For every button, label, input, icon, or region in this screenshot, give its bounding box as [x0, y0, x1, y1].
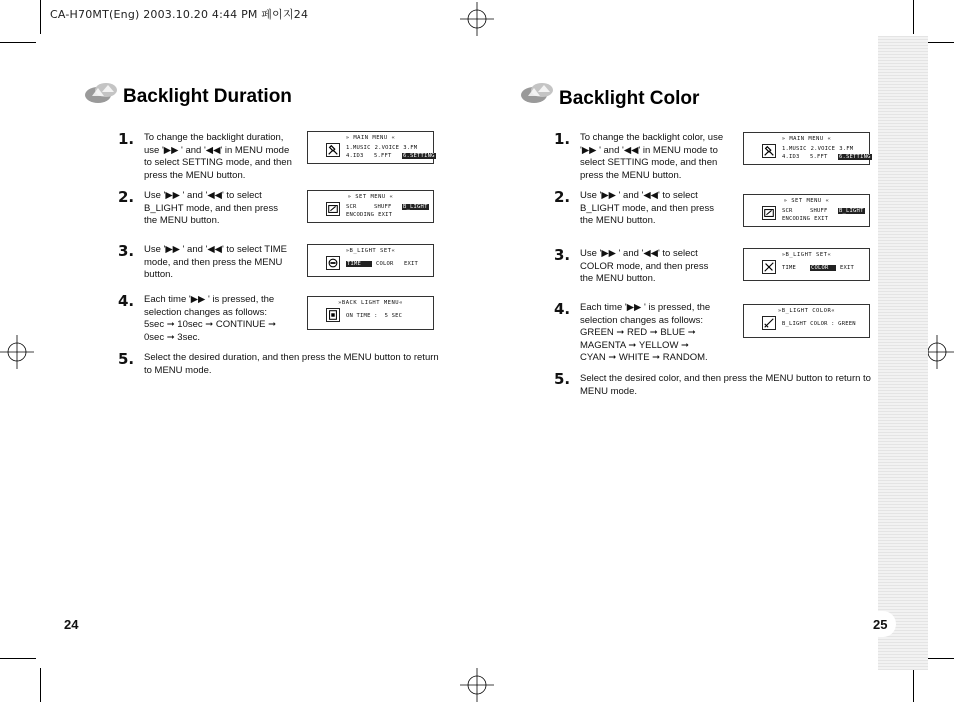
instruction-line: To change the backlight color, use — [580, 132, 724, 143]
lcd-menu-icon — [762, 144, 776, 158]
crop-mark — [913, 668, 914, 702]
step-instruction — [580, 248, 730, 286]
registration-mark-icon — [460, 2, 494, 36]
instruction-line: MAGENTA ➞ YELLOW ➞ — [580, 339, 690, 351]
lcd-menu-option: SHUFF — [374, 204, 392, 210]
lcd-menu-title: » SET MENU « — [783, 198, 830, 204]
step-number: 3. — [554, 246, 571, 264]
lcd-menu-option: EXIT — [814, 216, 829, 222]
instruction-line: selection changes as follows: — [580, 314, 704, 326]
lcd-menu-option: COLOR — [810, 265, 836, 271]
lcd-menu-option: TIME — [346, 261, 372, 267]
instruction-line: B_LIGHT mode, and then press — [580, 202, 714, 214]
instruction-line: Select the desired duration, and then press the MENU button to return — [144, 352, 439, 363]
crop-mark — [40, 668, 41, 702]
lcd-menu-option: TIME — [782, 265, 797, 271]
lcd-menu-icon — [762, 206, 776, 220]
lcd-screen-illustration — [743, 194, 870, 227]
lcd-menu-icon — [326, 256, 340, 270]
step-number: 2. — [118, 188, 135, 206]
step-number: 3. — [118, 242, 135, 260]
lcd-menu-row — [782, 154, 876, 160]
instruction-line: the MENU button. — [580, 273, 656, 284]
page-number: 24 — [64, 617, 79, 632]
lcd-menu-option: 1.MUSIC — [782, 146, 807, 152]
lcd-menu-row — [346, 153, 440, 159]
instruction-line: To change the backlight duration, — [144, 132, 284, 143]
lcd-menu-title: »B_LIGHT SET« — [345, 248, 396, 254]
lcd-menu-option: ENCODING — [346, 212, 375, 218]
lcd-menu-option: 3.FM — [839, 146, 854, 152]
lcd-screen-illustration — [307, 244, 434, 277]
lcd-menu-row — [782, 321, 860, 327]
instruction-line: Use '▶▶ ' and '◀◀' to select — [580, 190, 698, 201]
lcd-menu-icon — [762, 260, 776, 274]
lcd-menu-option: EXIT — [404, 261, 419, 267]
step-number: 4. — [118, 292, 135, 310]
lcd-menu-title: »B_LIGHT SET« — [781, 252, 832, 258]
lcd-screen-illustration — [307, 131, 434, 164]
step-number: 5. — [554, 370, 571, 388]
feature-bullet-icon — [520, 80, 554, 104]
instruction-line: B_LIGHT mode, and then press — [144, 202, 278, 214]
page-number: 25 — [873, 617, 888, 632]
lcd-menu-option: COLOR — [376, 261, 394, 267]
instruction-line: Use '▶▶ ' and '◀◀' to select — [144, 190, 262, 201]
step-number: 2. — [554, 188, 571, 206]
instruction-line: to select SETTING mode, and then — [144, 157, 292, 168]
lcd-screen-illustration — [307, 296, 434, 330]
lcd-menu-option: B_LIGHT — [403, 204, 428, 210]
instruction-line: COLOR mode, and then press — [580, 260, 709, 272]
lcd-screen-illustration — [743, 304, 870, 338]
lcd-menu-option: 2.VOICE — [810, 146, 836, 152]
lcd-menu-icon — [326, 143, 340, 157]
instruction-line: button. — [144, 269, 174, 280]
lcd-menu-option: 4.ID3 — [346, 153, 364, 159]
instruction-line: Each time '▶▶ ' is pressed, the — [144, 294, 275, 305]
instruction-line: use '▶▶ ' and '◀◀' in MENU mode — [144, 144, 290, 156]
lcd-menu-option: ENCODING — [782, 216, 811, 222]
lcd-menu-option: 2.VOICE — [374, 145, 400, 151]
print-header: CA-H70MT(Eng) 2003.10.20 4:44 PM 페이지24 — [50, 8, 309, 21]
instruction-line: to MENU mode. — [144, 364, 212, 376]
lcd-menu-row — [782, 265, 868, 271]
lcd-menu-option: 5.FFT — [810, 154, 828, 160]
instruction-line: the MENU button. — [144, 215, 220, 226]
lcd-menu-icon — [762, 316, 776, 330]
instruction-line: press the MENU button. — [580, 169, 682, 181]
instruction-line: press the MENU button. — [144, 169, 246, 181]
instruction-line: CYAN ➞ WHITE ➞ RANDOM. — [580, 352, 708, 363]
lcd-menu-title: » MAIN MENU « — [781, 136, 832, 142]
lcd-menu-row — [346, 145, 431, 151]
lcd-menu-option: 6.SETTING — [403, 153, 435, 159]
lcd-menu-option: SCR — [346, 204, 357, 210]
lcd-menu-option: B_LIGHT — [839, 208, 864, 214]
instruction-line: Select the desired color, and then press the MENU button to return to — [580, 373, 871, 384]
step-number: 1. — [554, 130, 571, 148]
step-instruction — [144, 190, 294, 228]
instruction-line: MENU mode. — [580, 385, 638, 397]
feature-bullet-icon — [84, 80, 118, 104]
section-title: Backlight Duration — [123, 86, 292, 107]
instruction-line: selection changes as follows: — [144, 306, 268, 318]
lcd-menu-row — [782, 146, 867, 152]
step-instruction — [144, 294, 294, 344]
lcd-menu-option: B_LIGHT COLOR : GREEN — [782, 321, 856, 327]
instruction-line: Use '▶▶ ' and '◀◀' to select TIME — [144, 244, 287, 255]
instruction-line: mode, and then press the MENU — [144, 256, 283, 268]
registration-mark-icon — [0, 335, 34, 369]
step-number: 5. — [118, 350, 135, 368]
lcd-menu-option: ON TIME : 5 SEC — [346, 313, 403, 319]
lcd-screen-illustration — [307, 190, 434, 223]
step-instruction — [144, 352, 444, 377]
step-instruction — [144, 244, 294, 282]
lcd-menu-icon — [326, 202, 340, 216]
lcd-menu-row — [346, 212, 406, 218]
lcd-menu-option: EXIT — [840, 265, 855, 271]
instruction-line: the MENU button. — [580, 215, 656, 226]
step-instruction — [580, 302, 730, 365]
step-number: 1. — [118, 130, 135, 148]
lcd-menu-option: 5.FFT — [374, 153, 392, 159]
step-instruction — [580, 190, 730, 228]
lcd-menu-icon — [326, 308, 340, 322]
crop-mark — [40, 0, 41, 34]
lcd-menu-title: » MAIN MENU « — [345, 135, 396, 141]
instruction-line: Each time '▶▶ ' is pressed, the — [580, 302, 711, 313]
step-instruction — [580, 132, 730, 182]
lcd-screen-illustration — [743, 132, 870, 165]
lcd-menu-row — [346, 204, 433, 210]
instruction-line: 0sec ➞ 3sec. — [144, 331, 201, 343]
step-number: 4. — [554, 300, 571, 318]
crop-mark — [913, 0, 914, 34]
step-instruction — [144, 132, 294, 182]
lcd-menu-option: 1.MUSIC — [346, 145, 371, 151]
lcd-menu-option: 4.ID3 — [782, 154, 800, 160]
instruction-line: 5sec ➞ 10sec ➞ CONTINUE ➞ — [144, 319, 277, 330]
page-edge-stripe — [878, 36, 928, 670]
registration-mark-icon — [460, 668, 494, 702]
instruction-line: Use '▶▶ ' and '◀◀' to select — [580, 248, 698, 259]
lcd-screen-illustration — [743, 248, 870, 281]
step-instruction — [580, 373, 880, 398]
lcd-menu-title: »BACK LIGHT MENU« — [338, 300, 403, 306]
lcd-menu-row — [346, 313, 406, 319]
lcd-menu-option: SCR — [782, 208, 793, 214]
crop-mark — [0, 658, 36, 659]
lcd-menu-row — [782, 208, 869, 214]
lcd-menu-row — [346, 261, 432, 267]
lcd-menu-row — [782, 216, 842, 222]
lcd-menu-title: »B_LIGHT COLOR« — [777, 308, 836, 314]
lcd-menu-title: » SET MENU « — [347, 194, 394, 200]
instruction-line: GREEN ➞ RED ➞ BLUE ➞ — [580, 327, 696, 338]
lcd-menu-option: EXIT — [378, 212, 393, 218]
instruction-line: '▶▶ ' and '◀◀' in MENU mode to — [580, 144, 718, 156]
instruction-line: select SETTING mode, and then — [580, 157, 718, 168]
lcd-menu-option: 3.FM — [403, 145, 418, 151]
lcd-menu-option: 6.SETTING — [839, 154, 871, 160]
lcd-menu-option: SHUFF — [810, 208, 828, 214]
crop-mark — [0, 42, 36, 43]
section-title: Backlight Color — [559, 88, 700, 109]
